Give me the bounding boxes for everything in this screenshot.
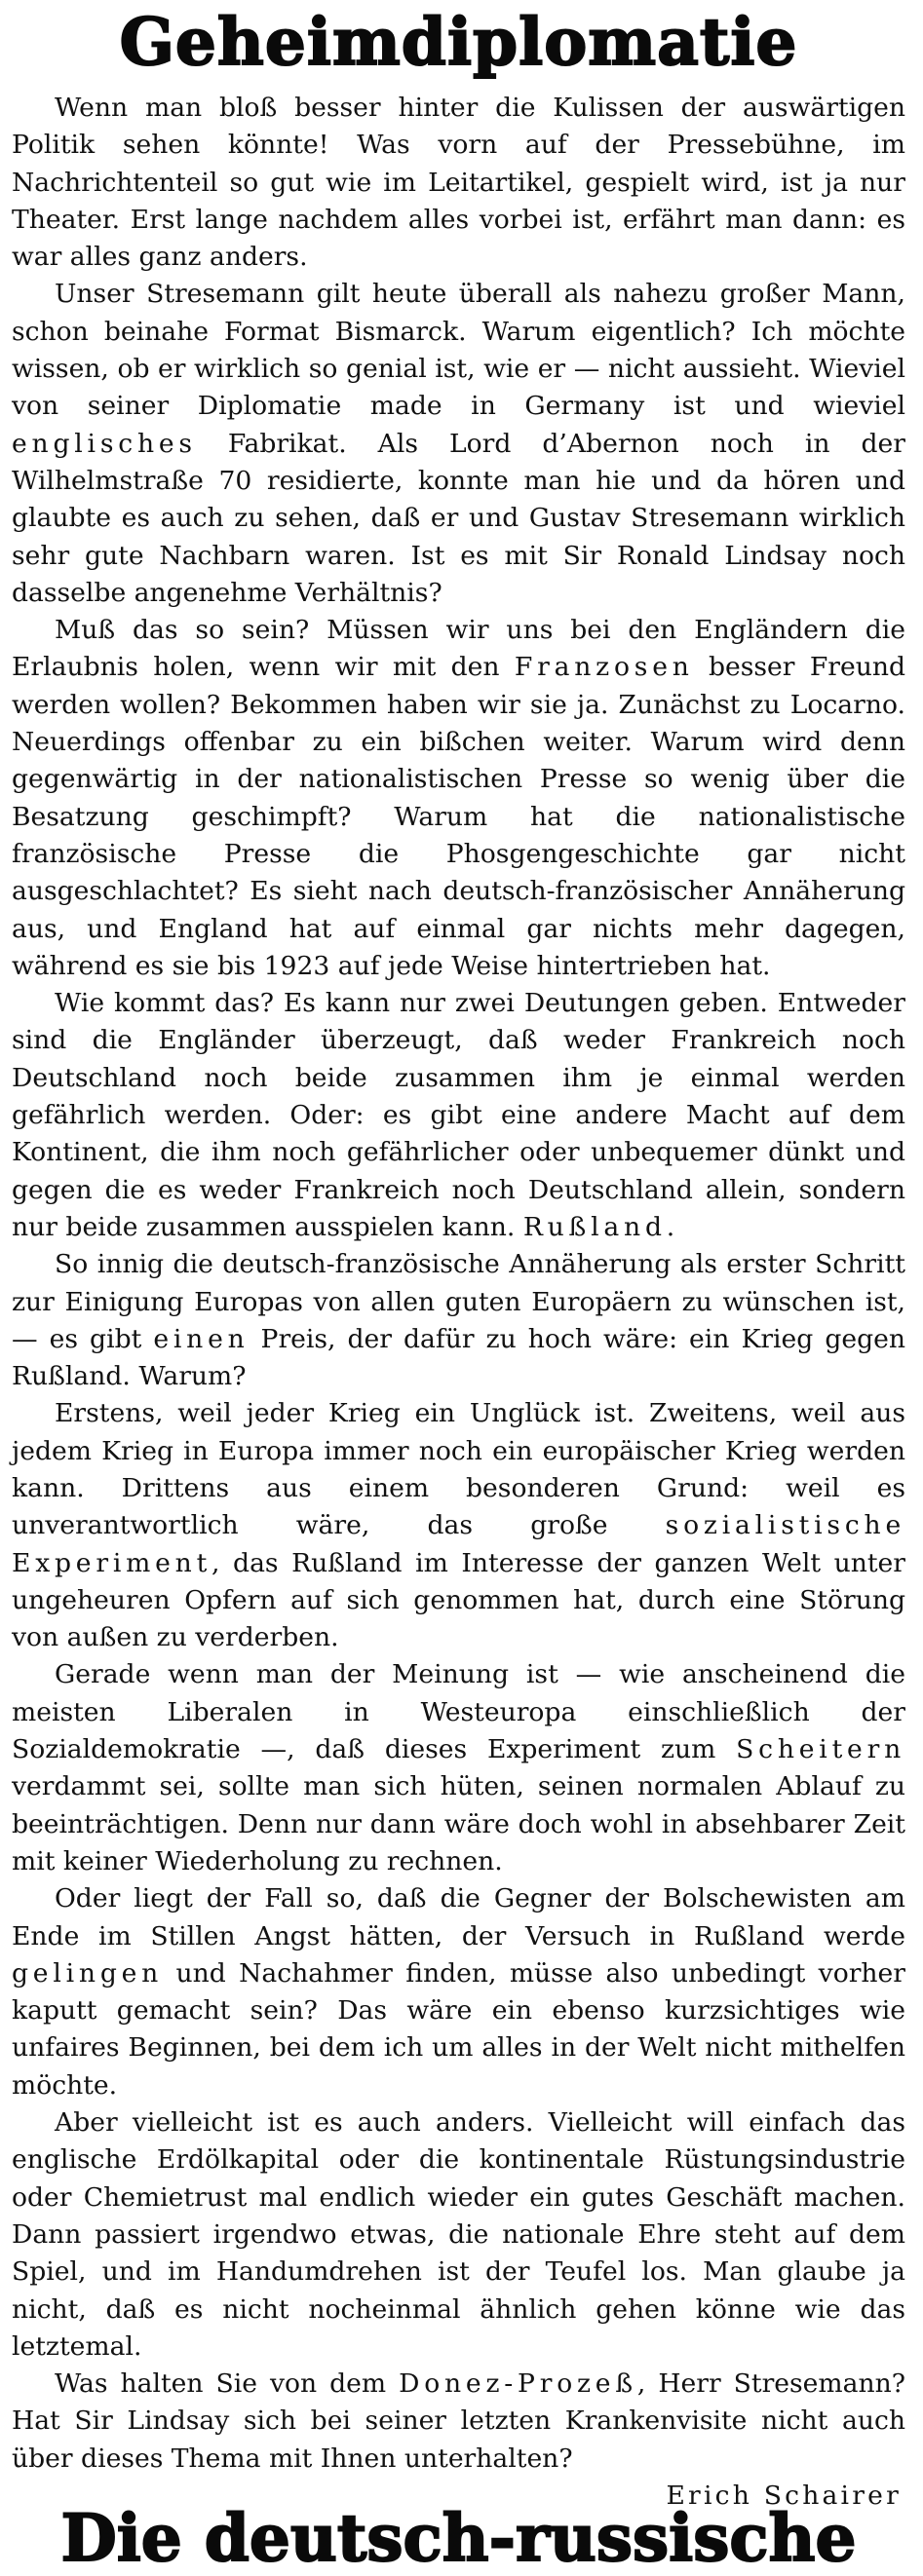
paragraph-text: Fabrikat. Als Lord d’Abernon noch in der Wilhelmstraße 70 residierte, konnte man hie und da hören und glaubte es auch zu sehen, daß er und Gustav Stresemann wirklich sehr gute Nachbarn waren. Ist es mit Sir Ronald Lindsay noch dasselbe angenehme Verhältnis?	[12, 428, 905, 608]
paragraph-text: Erstens, weil jeder Krieg ein Unglück ist. Zweitens, weil aus jedem Krieg in Europa immer noch ein europäischer Krieg werden kann. Drittens aus einem besonderen Grund: weil es unverantwortlich wäre, das große	[12, 1398, 905, 1541]
article-body	[12, 90, 905, 2478]
paragraph-text: Wie kommt das? Es kann nur zwei Deutungen geben. Entweder sind die Engländer überzeugt, daß weder Frankreich noch Deutschland noch beide zusammen ihm je einmal werden gefährlich werden. Oder: es gibt eine andere Macht auf dem Kontinent, die ihm noch gefährlicher oder unbequemer dünkt und gegen die es weder Frankreich noch Deutschland allein, sondern nur beide zusammen ausspielen kann.	[12, 988, 905, 1242]
paragraph-text: Unser Stresemann gilt heute überall als nahezu großer Mann, schon beinahe Format Bismarck. Warum eigentlich? Ich möchte wissen, ob er wirklich so genial ist, wie er — nicht aussieht. Wieviel von seiner Diplomatie made in Germany ist und wieviel	[12, 279, 905, 422]
emphasized-text: Donez-Prozeß	[399, 2368, 637, 2400]
paragraph-text: Aber vielleicht ist es auch anders. Vielleicht will einfach das englische Erdölkapital oder die kontinentale Rüstungsindustrie oder Chemietrust mal endlich wieder ein gutes Geschäft machen. Dann passiert irgendwo etwas, die nationale Ehre steht auf dem Spiel, und im Handumdrehen ist der Teufel los. Man glaube ja nicht, daß es nicht nocheinmal ähnlich gehen könne wie das letztemal.	[12, 2107, 905, 2362]
newspaper-column	[12, 0, 905, 2576]
paragraph-text: verdammt sei, sollte man sich hüten, seinen normalen Ablauf zu beeinträchtigen. Denn nur dann wäre doch wohl in absehbarer Zeit mit keiner Wiederholung zu rechnen.	[12, 1771, 905, 1876]
paragraph-text: , das Rußland im Interesse der ganzen Welt unter ungeheuren Opfern auf sich genommen hat, durch eine Störung von außen zu verderben.	[12, 1547, 905, 1653]
article-paragraph	[12, 985, 905, 1246]
emphasized-text: sozialistische Experiment	[12, 1510, 905, 1578]
article-paragraph	[12, 612, 905, 985]
paragraph-text: Oder liegt der Fall so, daß die Gegner der Bolschewisten am Ende im Stillen Angst hätten, der Versuch in Rußland werde	[12, 1883, 905, 1951]
paragraph-text: , Herr Stresemann? Hat Sir Lindsay sich bei seiner letzten Krankenvisite nicht auch über dieses Thema mit Ihnen unterhalten?	[12, 2368, 905, 2474]
next-article-title-fragment: Die deutsch-russische	[60, 2500, 857, 2576]
paragraph-text: Wenn man bloß besser hinter die Kulissen der auswärtigen Politik sehen könnte! Was vorn auf der Pressebühne, im Nachrichtenteil so gut wie im Leitartikel, gespielt wird, ist ja nur Theater. Erst lange nachdem alles vorbei ist, erfährt man dann: es war alles ganz anders.	[12, 93, 905, 273]
article-paragraph	[12, 1880, 905, 2104]
paragraph-text: und Nachahmer finden, müsse also unbedingt vorher kaputt gemacht sein? Das wäre ein ebenso kurzsichtiges wie unfaires Beginnen, bei dem ich um alles in der Welt nicht mithelfen möchte.	[12, 1957, 905, 2101]
paragraph-text: Preis, der dafür zu hoch wäre: ein Krieg gegen Rußland. Warum?	[12, 1323, 905, 1392]
article-paragraph	[12, 276, 905, 612]
article-paragraph	[12, 90, 905, 276]
author-signature: Erich Schairer	[666, 2481, 902, 2511]
paragraph-text: Muß das so sein? Müssen wir uns bei den Engländern die Erlaubnis holen, wenn wir mit den	[12, 615, 905, 683]
paragraph-text: Gerade wenn man der Meinung ist — wie anscheinend die meisten Liberalen in Westeuropa einschließlich der Sozialdemokratie —, daß dieses Experiment zum	[12, 1659, 905, 1765]
article-paragraph	[12, 1395, 905, 1656]
emphasized-text: Rußland	[522, 1211, 667, 1242]
article-title: Geheimdiplomatie	[119, 4, 798, 80]
emphasized-text: Franzosen	[514, 652, 694, 683]
paragraph-text: .	[666, 1211, 675, 1242]
paragraph-text: Was halten Sie von dem	[55, 2368, 400, 2400]
emphasized-text: Scheitern	[736, 1734, 905, 1765]
emphasized-text: einen	[153, 1323, 250, 1354]
article-paragraph	[12, 1656, 905, 1880]
article-paragraph	[12, 2104, 905, 2366]
emphasized-text: gelingen	[12, 1957, 164, 1989]
paragraph-text: So innig die deutsch-französische Annäherung als erster Schritt zur Einigung Europas von allen guten Europäern zu wünschen ist, — es gibt	[12, 1249, 905, 1354]
emphasized-text: englisches	[12, 428, 197, 459]
paragraph-text: besser Freund werden wollen? Bekommen haben wir sie ja. Zunächst zu Locarno. Neuerdings offenbar zu ein bißchen weiter. Warum wird denn gegenwärtig in der nationalistischen Presse so wenig über die Besatzung geschimpft? Warum hat die nationalistische französische Presse die Phosgengeschichte gar nicht ausgeschlachtet? Es sieht nach deutsch-französischer Annäherung aus, und England hat auf einmal gar nichts mehr dagegen, während es sie bis 1923 auf jede Weise hintertrieben hat.	[12, 652, 905, 981]
article-paragraph	[12, 2366, 905, 2478]
article-paragraph	[12, 1246, 905, 1395]
